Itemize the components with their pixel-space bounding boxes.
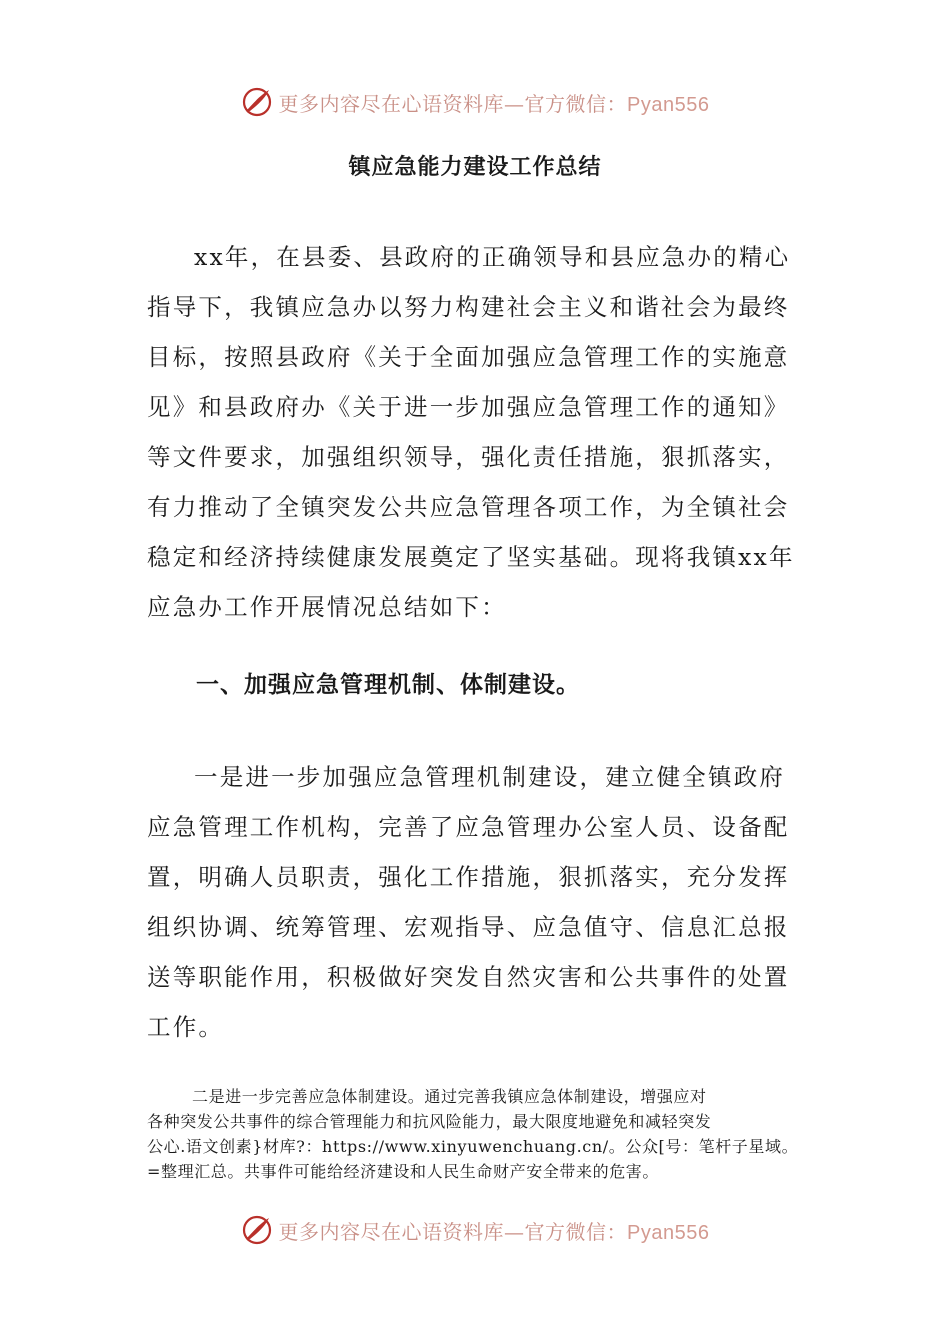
small-text-block [147,1084,827,1184]
header-watermark-banner [0,82,950,122]
wechat-id: Pyan556 [627,93,710,116]
watermark-text: 更多内容尽在心语资料库—官方微信：Pyan556 [278,1219,710,1244]
intro-paragraph: xx年，在县委、县政府的正确领导和县应急办的精心指导下，我镇应急办以努力构建社会主义和谐社会为最终目标，按照县政府《关于全面加强应急管理工作的实施意见》和县政府办《关于进一步加强应急管理工作的通知》等文件要求，加强组织领导，强化责任措施，狠抓落实，有力推动了全镇突发公共应急管理各项工作，为全镇社会稳定和经济持续健康发展奠定了坚实基础。现将我镇xx年应急办工作开展情况总结如下： [147,243,795,621]
watermark-text: 更多内容尽在心语资料库—官方微信：Pyan556 [278,91,710,116]
quill-logo-icon [241,1214,273,1246]
footer-watermark-banner [0,1210,950,1250]
small-line: 公心.语文创素}材库?：https://www.xinyuwenchuang.cn/。公众[号：笔杆子星域。 [147,1137,799,1156]
quill-logo-icon [241,86,273,118]
small-line: 各种突发公共事件的综合管理能力和抗风险能力，最大限度地避免和减轻突发 [147,1112,712,1131]
wechat-id: Pyan556 [627,1221,710,1244]
section-heading-1: 一、加强应急管理机制、体制建设。 [196,672,580,698]
section1-paragraph: 一是进一步加强应急管理机制建设，建立健全镇政府应急管理工作机构，完善了应急管理办公室人员、设备配置，明确人员职责，强化工作措施，狠抓落实，充分发挥组织协调、统筹管理、宏观指导、应急值守、信息汇总报送等职能作用，积极做好突发自然灾害和公共事件的处置工作。 [147,763,790,1041]
small-line: 二是进一步完善应急体制建设。通过完善我镇应急体制建设，增强应对 [192,1087,707,1106]
small-line: =整理汇总。共事件可能给经济建设和人民生命财产安全带来的危害。 [147,1162,660,1181]
document-title: 镇应急能力建设工作总结 [348,155,602,180]
